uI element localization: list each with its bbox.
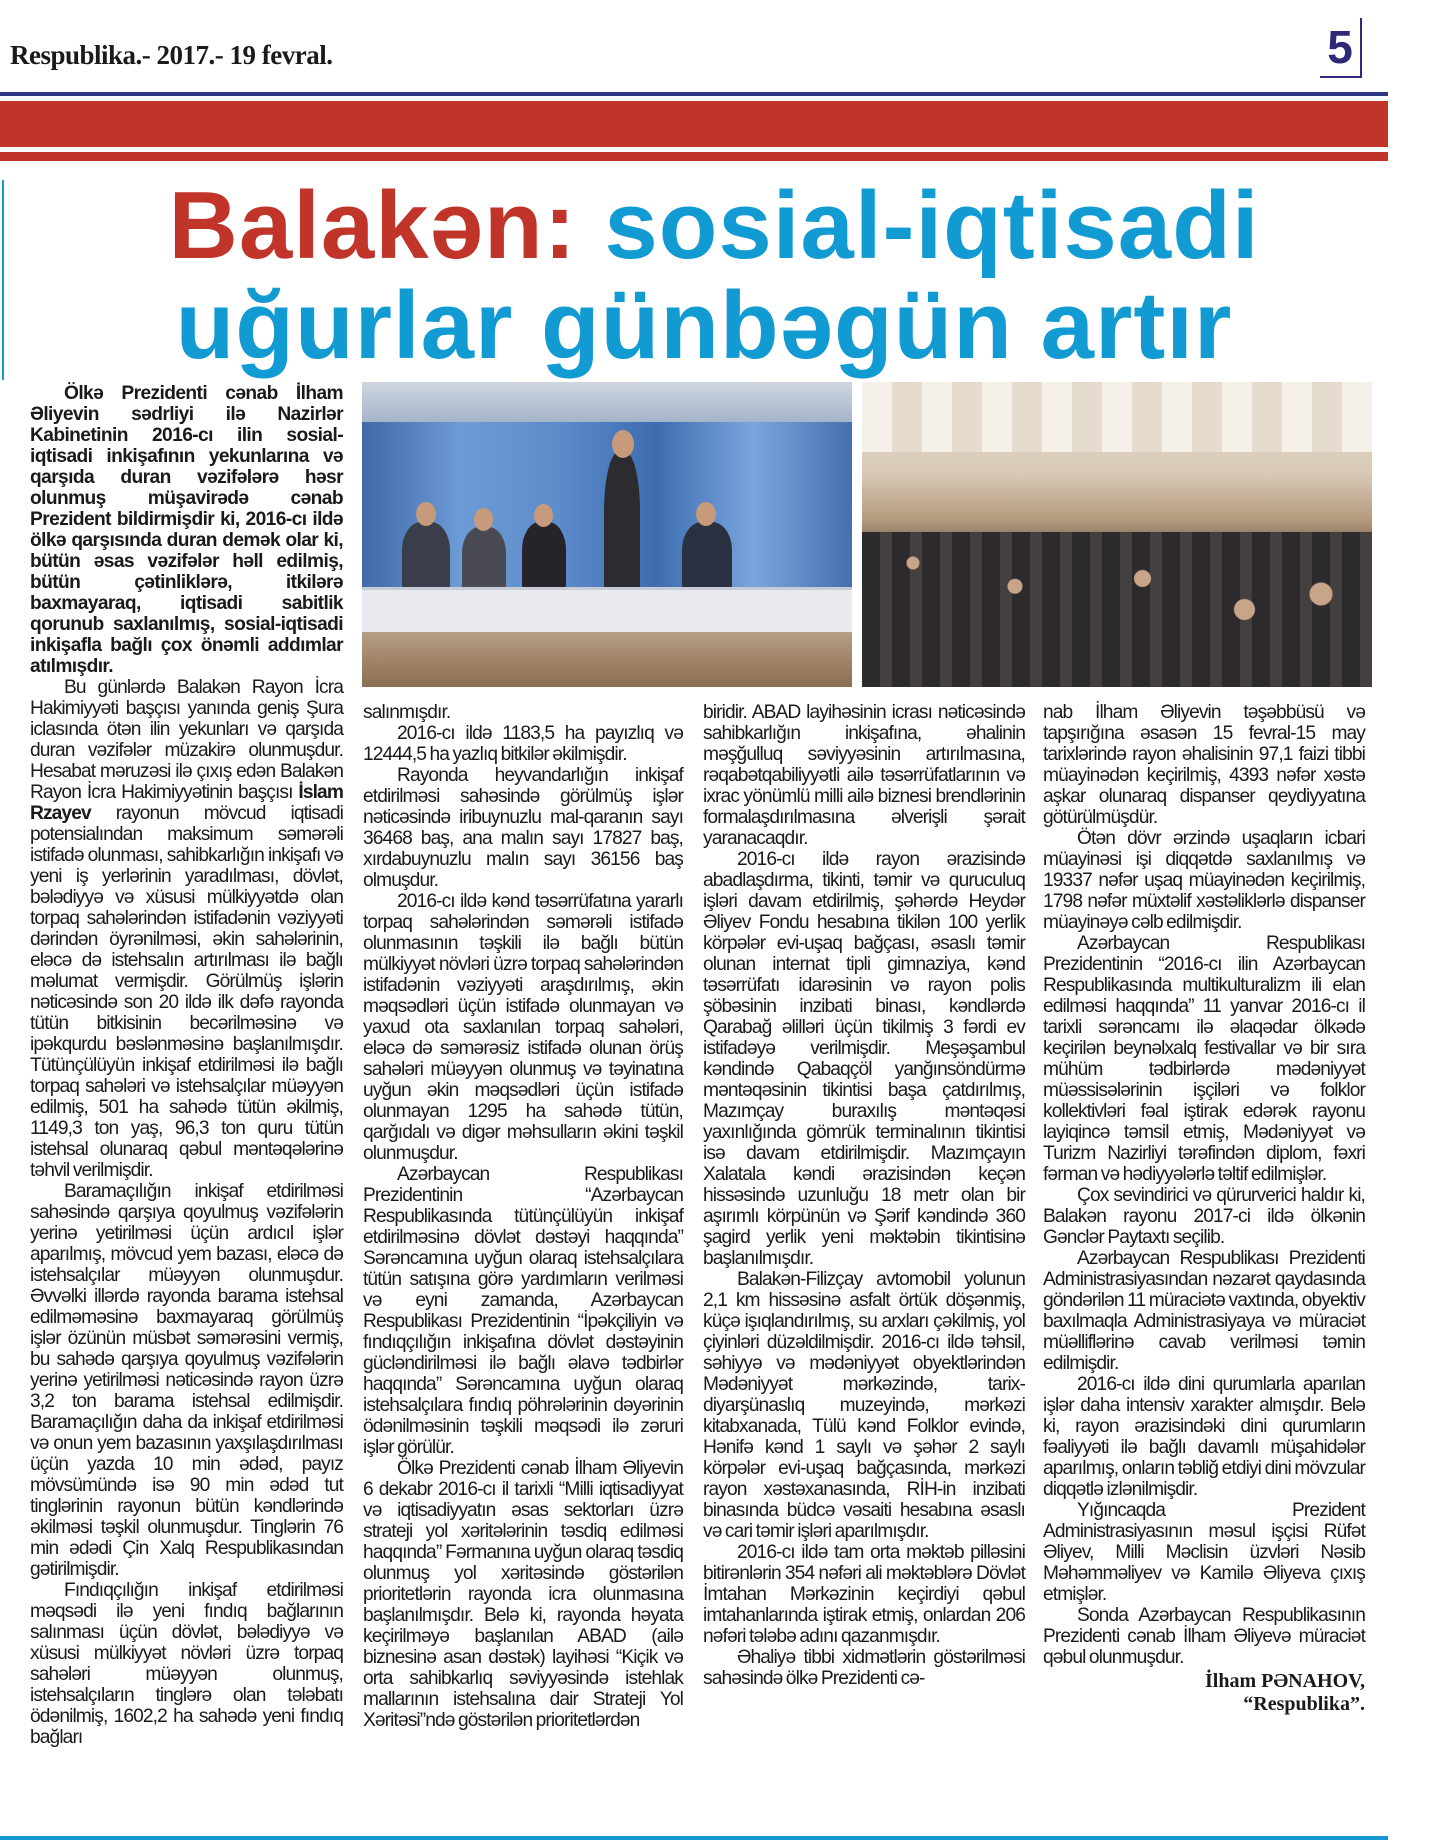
paragraph: Sonda Azərbaycan Respublikasının Prezidenti cənab İlham Əliyevə müraciət qəbul olunmuşdur. [1043, 1605, 1365, 1668]
article-column-2 [363, 702, 683, 1731]
paragraph: Azərbaycan Respublikası Prezidentinin “Azərbaycan Respublikasında tütünçülüyün inkişaf etdirilməsinə dövlət dəstəyi haqqında” Sərəncamına uyğun olaraq istehsalçılara tütün satışına görə yardımların verilməsi və eyni zamanda, Azərbaycan Respublikası Prezidentinin “İpəkçiliyin və fındıqçılığın inkişafına dövlət dəstəyinin gücləndirilməsi ilə bağlı əlavə tədbirlər haqqında” Sərəncamına uyğun olaraq istehsalçılara fındıq pöhrələrinin dəyərinin ödənilməsinin təşkili məqsədi ilə zəruri işlər görülür. [363, 1164, 683, 1458]
paragraph: 2016-cı ildə dini qurumlarla aparılan işlər daha intensiv xarakter almışdır. Belə ki, rayon ərazisindəki dini qurumların fəaliyyəti ilə bağlı davamlı müşahidələr aparılmış, onların təbliğ etdiyi dini mövzular diqqətlə izlənilmişdir. [1043, 1374, 1365, 1500]
masthead-date: Respublika.- 2017.- 19 fevral. [10, 40, 333, 70]
headline-topic: sosial-iqtisadi [604, 172, 1260, 279]
paragraph: Əhaliyə tibbi xidmətlərin göstərilməsi sahəsində ölkə Prezidenti cə- [703, 1647, 1025, 1689]
header-band [0, 101, 1388, 147]
paragraph [30, 677, 343, 1181]
header-band-thin [0, 152, 1388, 161]
photo-presidium-icon [362, 382, 852, 687]
headline-place: Balakən: [168, 172, 577, 279]
paragraph: salınmışdır. [363, 702, 451, 723]
headline-line-1 [20, 172, 1408, 279]
paragraph: Balakən-Filizçay avtomobil yolunun 2,1 km hissəsinə asfalt örtük döşənmiş, küçə işıqlandırılmış, su arxları çəkilmiş, yol çiyinləri düzəldilmişdir. 2016-cı ildə təhsil, səhiyyə və mədəniyyət obyektlərindən Mədəniyyət mərkəzində, tarix-diyarşünaslıq muzeyində, mərkəzi kitabxanada, Tülü kənd Folklor evində, Hənifə kənd 1 saylı və şəhər 2 saylı körpələr evi-uşaq bağçasında, mərkəzi rayon xəstəxanasında, RİH-in inzibati binasında büdcə vəsaiti hesabına əsaslı və cari təmir işləri aparılmışdır. [703, 1269, 1025, 1542]
header-rule [0, 92, 1388, 96]
text: rayonun mövcud iqtisadi potensialından maksimum səmərəli istifadə olunması, sahibkarlığın inkişafı və yeni iş yerlərinin yaradılması, dövlət, bələdiyyə və xüsusi mülkiyyətdə olan torpaq sahələrindən istifadənin vəziyyəti dərindən öyrənilməsi, əkin sahələrinin, eləcə də istehsalın artırılması ilə bağlı məlumat vermişdir. Görülmüş işlərin nəticəsində son 20 ildə ilk dəfə rayonda tütün bitkisinin becərilməsinə və ipəkqurdu bəslənməsinə başlanılmışdır. Tütünçülüyün inkişaf etdirilməsi ilə bağlı torpaq sahələri və istehsalçılar müəyyən edilmiş, 501 ha sahədə tütün əkilmiş, 1149,3 ton yaş, 96,3 ton quru tütün istehsal olunaraq qəbul məntəqələrinə təhvil verilmişdir. [30, 803, 343, 1181]
paragraph: Ölkə Prezidenti cənab İlham Əliyevin 6 dekabr 2016-cı il tarixli “Milli iqtisadiyyat və iqtisadiyyatın əsas sektorları üzrə strateji yol xəritələrinin təsdiq edilməsi haqqında” Fərmanına uyğun olaraq təsdiq olunmuş yol xəritəsində göstərilən prioritetlərin rayonda icra olunmasına başlanılmışdır. Belə ki, rayonda həyata keçirilməyə başlanılan ABAD (ailə biznesinə asan dəstək) layihəsi “Kiçik və orta sahibkarlıq səviyyəsində istehlak mallarının istehsalına dair Strateji Yol Xəritəsi”ndə göstərilən prioritetlərdən [363, 1458, 683, 1731]
text: Bu günlərdə Balakən Rayon İcra Hakimiyyəti başçısı yanında geniş Şura iclasında ötən ilin yekunları və qarşıda duran vəzifələr müzakirə olunmuşdur. Hesabat məruzəsi ilə çıxış edən Balakən Rayon İcra Hakimiyyətinin başçısı [30, 677, 343, 803]
paragraph: Rayonda heyvandarlığın inkişaf etdirilməsi sahəsində görülmüş işlər nəticəsində iribuynuzlu mal-qaranın sayı 36468 baş, ana malın sayı 17827 baş, xırdabuynuzlu malın sayı 36156 baş olmuşdur. [363, 765, 683, 891]
paragraph: 2016-cı ildə kənd təsərrüfatına yararlı torpaq sahələrindən səmərəli istifadə olunmasının təşkili ilə bağlı bütün mülkiyyət növləri üzrə torpaq sahələrindən istifadənin vəziyyəti araşdırılmış, əkin məqsədləri üçün istifadə olunmayan və yaxud ota saxlanılan torpaq sahələri, eləcə də səmərəsiz istifadə olunan örüş sahələri müəyyən olunmuş və təyinatına uyğun əkin məqsədləri üçün istifadə olunmayan 1295 ha sahədə tütün, qarğıdalı və digər məhsulların əkini təşkil olunmuşdur. [363, 891, 683, 1164]
paragraph: nab İlham Əliyevin təşəbbüsü və tapşırığına əsasən 15 fevral-15 may tarixlərində rayon əhalisinin 97,1 faizi tibbi müayinədən keçirilmiş, 4393 nəfər xəstə aşkar olunaraq dispanser qeydiyyatına götürülmüşdür. [1043, 702, 1365, 828]
article-column-1 [30, 383, 343, 1748]
paragraph: 2016-cı ildə rayon ərazisində abadlaşdırma, tikinti, təmir və quruculuq işləri davam etdirilmiş, şəhərdə Heydər Əliyev Fondu hesabına tikilən 100 yerlik körpələr evi-uşaq bağçası, əsaslı təmir olunan internat tipli gimnaziya, kənd təsərrüfatı idarəsinin və rayon polis şöbəsinin inzibati binası, kəndlərdə Qarabağ əlilləri üçün tikilmiş 3 fərdi ev istifadəyə verilmişdir. Meşəşambul kəndində Qabaqçöl yanğınsöndürmə məntəqəsinin tikintisi başa çatdırılmış, Mazımçay buraxılış məntəqəsi yaxınlığında gömrük terminalının tikintisi isə davam etdirilmişdir. Mazımçayın Xalatala kəndi ərazisindən keçən hissəsində uzunluğu 18 metr olan bir aşırımlı körpünün və Şərif kəndində 360 şagird yerlik yeni məktəbin tikintisinə başlanılmışdır. [703, 849, 1025, 1269]
side-rule [2, 180, 4, 380]
article-column-3 [703, 702, 1025, 1689]
author-byline: İlham PƏNAHOV, [1205, 1670, 1365, 1692]
article-column-4 [1043, 702, 1365, 1716]
paragraph: 2016-cı ildə 1183,5 ha payızlıq və 12444,5 ha yazlıq bitkilər əkilmişdir. [363, 723, 683, 765]
footer-rule [0, 1836, 1388, 1840]
paragraph: Çox sevindirici və qürurverici haldır ki, Balakən rayonu 2017-ci ildə ölkənin Gənclər Paytaxtı seçilib. [1043, 1185, 1365, 1248]
photo-audience-icon [862, 382, 1372, 687]
author-source: “Respublika”. [1243, 1693, 1365, 1715]
person-name: İslam Rzayev [30, 782, 343, 824]
paragraph: Ötən dövr ərzində uşaqların icbari müayinəsi işi diqqətdə saxlanılmış və 19337 nəfər uşaq müayinədən keçirilmiş, 1798 nəfər müxtəlif xəstəliklərlə dispanser müayinəyə cəlb edilmişdir. [1043, 828, 1365, 933]
paragraph: biridir. ABAD layihəsinin icrası nəticəsində sahibkarlığın inkişafına, əhalinin məşğulluq səviyyəsinin artırılmasına, rəqabətqabiliyyətli ailə təsərrüfatlarının və ixrac yönümlü milli ailə biznesi brendlərinin formalaşdırılmasına əlverişli şərait yaranacaqdır. [703, 702, 1025, 849]
headline-line-2: uğurlar günbəgün artır [175, 272, 1233, 379]
paragraph: Azərbaycan Respublikası Prezidenti Administrasiyasından nəzarət qaydasında göndərilən 11 müraciətə vaxtında, obyektiv baxılmaqla Administrasiyaya və müraciət müəlliflərinə cavab verilməsi təmin edilmişdir. [1043, 1248, 1365, 1374]
paragraph: Azərbaycan Respublikası Prezidentinin “2016-cı ilin Azərbaycan Respublikasında multikulturalizm ili elan edilməsi haqqında” 11 yanvar 2016-cı il tarixli sərəncamı ilə əlaqədar ölkədə keçirilən beynəlxalq festivallar və bir sıra mühüm tədbirlərdə mədəniyyət müəssisələrinin işçiləri və folklor kollektivləri fəal iştirak edərək rayonu layiqincə təmsil etmiş, Mədəniyyət və Turizm Nazirliyi tərəfindən diplom, fəxri fərman və hədiyyələrlə təltif edilmişlər. [1043, 933, 1365, 1185]
lead-paragraph: Ölkə Prezidenti cənab İlham Əliyevin sədrliyi ilə Nazirlər Kabinetinin 2016-cı ilin sosial-iqtisadi inkişafının yekunlarına və qarşıda duran vəzifələrə həsr olunmuş müşavirədə cənab Prezident bildirmişdir ki, 2016-cı ildə ölkə qarşısında duran demək olar ki, bütün əsas vəzifələr həll edilmiş, bütün çətinliklərə, itkilərə baxmayaraq, iqtisadi sabitlik qorunub saxlanılmış, sosial-iqtisadi inkişafla bağlı çox önəmli addımlar atılmışdır. [30, 383, 343, 677]
paragraph: Yığıncaqda Prezident Administrasiyasının məsul işçisi Rüfət Əliyev, Milli Məclisin üzvləri Nəsib Məhəmməliyev və Kamilə Əliyeva çıxış etmişlər. [1043, 1500, 1365, 1605]
paragraph: 2016-cı ildə tam orta məktəb pilləsini bitirənlərin 354 nəfəri ali məktəblərə Dövlət İmtahan Mərkəzinin keçirdiyi qəbul imtahanlarında iştirak etmiş, onlardan 206 nəfəri tələbə adını qazanmışdır. [703, 1542, 1025, 1647]
paragraph: Fındıqçılığın inkişaf etdirilməsi məqsədi ilə yeni fındıq bağlarının salınması üçün dövlət, bələdiyyə və xüsusi mülkiyyət növləri üzrə torpaq sahələri müəyyən olunmuş, istehsalçıların tinglərə olan tələbatı ödənilmiş, 1602,2 ha sahədə yeni fındıq bağları [30, 1580, 343, 1748]
page-number: 5 [1320, 18, 1362, 78]
paragraph: Baramaçılığın inkişaf etdirilməsi sahəsində qarşıya qoyulmuş vəzifələrin yerinə yetirilməsi üçün ardıcıl işlər aparılmış, mövcud yem bazası, eləcə də istehsalçılar müəyyən olunmuşdur. Əvvəlki illərdə rayonda barama istehsal edilməməsinə baxmayaraq görülmüş işlər özünün müsbət səmərəsini vermiş, bu sahədə qarşıya qoyulmuş vəzifələrin yerinə yetirilməsi nəticəsində rayon üzrə 3,2 ton barama istehsal edilmişdir. Baramaçılığın daha da inkişaf etdirilməsi və onun yem bazasının yaxşılaşdırılması üçün yazda 10 min ədəd, payız mövsümündə isə 90 min ədəd tut tinglərinin rayonun bütün kəndlərində əkilməsi təşkil olunmuşdur. Tinglərin 76 min ədədi Çin Xalq Respublikasından gətirilmişdir. [30, 1181, 343, 1580]
